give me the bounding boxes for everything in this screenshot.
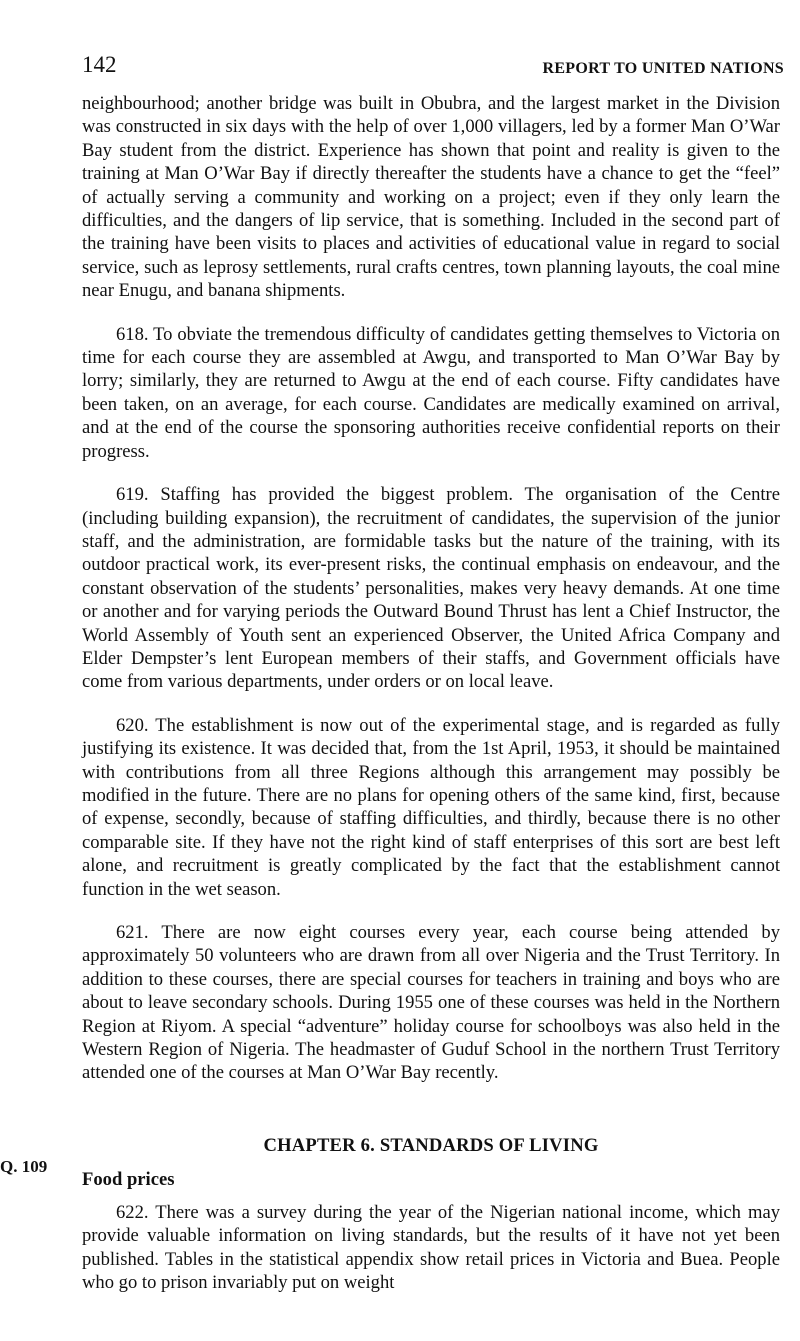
- paragraph-618: 618. To obviate the tremendous difficulty of candidates getting themselves to Victoria on time for each course they are assembled at Awgu, and transported to Man O’War Bay by lorry; similarly, they are returned to Awgu at the end of each course. Fifty candidates have been taken, on an average, for each course. Candidates are medically examined on arrival, and at the end of the course the sponsoring authorities receive confidential reports on their progress.: [82, 323, 780, 462]
- paragraph-621: 621. There are now eight courses every year, each course being attended by approximately 50 volunteers who are drawn from all over Nigeria and the Trust Territory. In addition to these courses, there are special courses for teachers in training and boys who are about to leave secondary schools. During 1955 one of these courses was held in the Northern Region at Riyom. A special “adventure” holiday course for schoolboys was also held in the Western Region of Nigeria. The headmaster of Guduf School in the northern Trust Territory attended one of the courses at Man O’War Bay recently.: [82, 922, 780, 1084]
- paragraph-622: 622. There was a survey during the year of the Nigerian national income, which may provide valuable information on living standards, but the results of it have not yet been published. Tables in the statistical appendix show retail prices in Victoria and Buea. People who go to prison invariably put on weight: [82, 1201, 780, 1294]
- paragraph-continued: neighbourhood; another bridge was built in Obubra, and the largest market in the Division was constructed in six days with the help of over 1,000 villagers, led by a former Man O’War Bay student from the district. Experience has shown that point and reality is given to the training at Man O’War Bay if directly thereafter the students have a chance to get the “feel” of actually serving a community and working on a project; even if they only learn the difficulties, and the dangers of lip service, that is something. Included in the second part of the training have been visits to places and activities of educational value in regard to social service, such as leprosy settlements, rural crafts centres, town planning layouts, the coal mine near Enugu, and banana shipments.: [82, 93, 780, 302]
- paragraph-619: 619. Staffing has provided the biggest problem. The organisation of the Centre (including building expansion), the recruitment of candidates, the supervision of the junior staff, and the administration, are formidable tasks but the nature of the training, with its outdoor practical work, its ever-present risks, the continual emphasis on endeavour, and the constant observation of the students’ personalities, makes very heavy demands. At one time or another and for varying periods the Outward Bound Thrust has lent a Chief Instructor, the World Assembly of Youth sent an experienced Observer, the United Africa Company and Elder Dempster’s lent European members of their staffs, and Government officials have come from various departments, under orders or on local leave.: [82, 484, 780, 693]
- chapter-block: [82, 1135, 780, 1295]
- chapter-heading: CHAPTER 6. STANDARDS OF LIVING: [263, 1134, 599, 1156]
- section-heading: Food prices: [82, 1168, 175, 1190]
- margin-question-reference: Q. 109: [0, 1157, 48, 1176]
- paragraph-620: 620. The establishment is now out of the experimental stage, and is regarded as fully justifying its existence. It was decided that, from the 1st April, 1953, it should be maintained with contributions from all three Regions although this arrangement may possibly be modified in the future. There are no plans for opening others of the same kind, first, because of expense, secondly, because of staffing difficulties, and thirdly, because there is no other comparable site. If they have not the right kind of staff enterprises of this sort are best left alone, and recruitment is greatly complicated by the fact that the establishment cannot function in the wet season.: [82, 714, 780, 900]
- page-number: 142: [82, 52, 117, 77]
- running-head: REPORT TO UNITED NATIONS: [542, 60, 784, 77]
- text-column: [82, 92, 780, 1294]
